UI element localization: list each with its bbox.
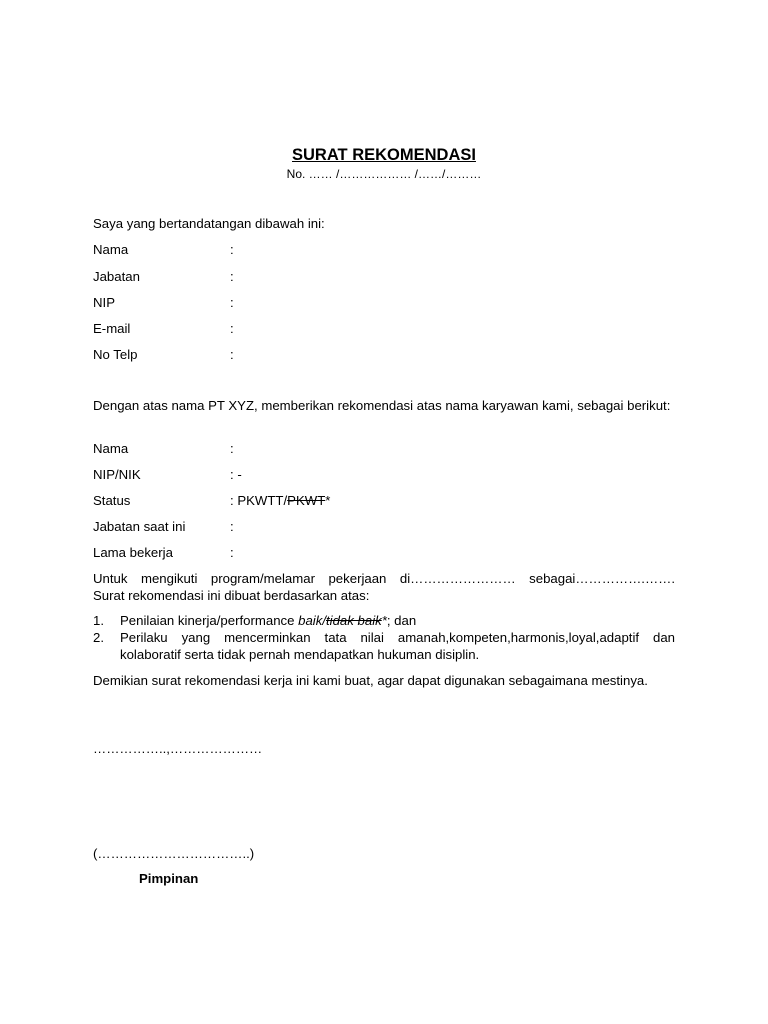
status-prefix: : PKWTT/ xyxy=(230,493,288,508)
signer-label-telp: No Telp xyxy=(93,347,138,362)
signer-value-nip: : xyxy=(230,295,234,310)
employee-value-nip: : - xyxy=(230,467,242,482)
purpose-line-1: Untuk mengikuti program/melamar pekerjaan di…………………… sebagai…………….……. xyxy=(93,571,675,586)
employee-label-status: Status xyxy=(93,493,131,508)
employee-label-nama: Nama xyxy=(93,441,129,456)
letter-title-text: SURAT REKOMENDASI xyxy=(292,146,476,164)
signer-label-email: E-mail xyxy=(93,321,131,336)
basis-number-1: 1. xyxy=(93,613,104,628)
status-struck: PKWT xyxy=(287,493,326,508)
signature-role: Pimpinan xyxy=(139,871,199,886)
basis-number-2: 2. xyxy=(93,630,104,645)
employee-value-lama: : xyxy=(230,545,234,560)
employee-value-jabatan: : xyxy=(230,519,234,534)
status-suffix: * xyxy=(325,493,331,508)
employee-label-nip: NIP/NIK xyxy=(93,467,141,482)
signer-value-telp: : xyxy=(230,347,234,362)
closing-paragraph: Demikian surat rekomendasi kerja ini kami buat, agar dapat digunakan sebagaimana mestinya. xyxy=(93,673,648,688)
signature-name: (……………………………..) xyxy=(93,846,255,861)
basis-1-italic: baik/ xyxy=(298,613,326,628)
letter-title xyxy=(0,145,768,165)
place-date: ……………..,………………… xyxy=(93,741,263,756)
employee-value-status xyxy=(230,492,330,509)
recommend-paragraph: Dengan atas nama PT XYZ, memberikan rekomendasi atas nama karyawan kami, sebagai berikut: xyxy=(93,398,671,413)
signer-label-jabatan: Jabatan xyxy=(93,269,140,284)
signer-label-nama: Nama xyxy=(93,242,129,257)
employee-label-jabatan: Jabatan saat ini xyxy=(93,519,186,534)
basis-text-1 xyxy=(120,612,675,629)
basis-1-struck: tidak baik xyxy=(326,613,382,628)
signer-label-nip: NIP xyxy=(93,295,115,310)
employee-label-lama: Lama bekerja xyxy=(93,545,173,560)
basis-text-2: Perilaku yang mencerminkan tata nilai amanah,kompeten,harmonis,loyal,adaptif dan kolaboratif serta tidak pernah mendapatkan hukuman disiplin. xyxy=(120,630,675,662)
signer-value-jabatan: : xyxy=(230,269,234,284)
basis-1-suffix: ; dan xyxy=(386,613,417,628)
basis-1-prefix: Penilaian kinerja/performance xyxy=(120,613,299,628)
signer-value-email: : xyxy=(230,321,234,336)
purpose-line-2: Surat rekomendasi ini dibuat berdasarkan atas: xyxy=(93,588,370,603)
employee-value-nama: : xyxy=(230,441,234,456)
intro-text: Saya yang bertandatangan dibawah ini: xyxy=(93,216,325,231)
letter-number: No. …… /……………… /……/……… xyxy=(286,167,482,181)
signer-value-nama: : xyxy=(230,242,234,257)
basis-1-asterisk: * xyxy=(381,613,387,628)
